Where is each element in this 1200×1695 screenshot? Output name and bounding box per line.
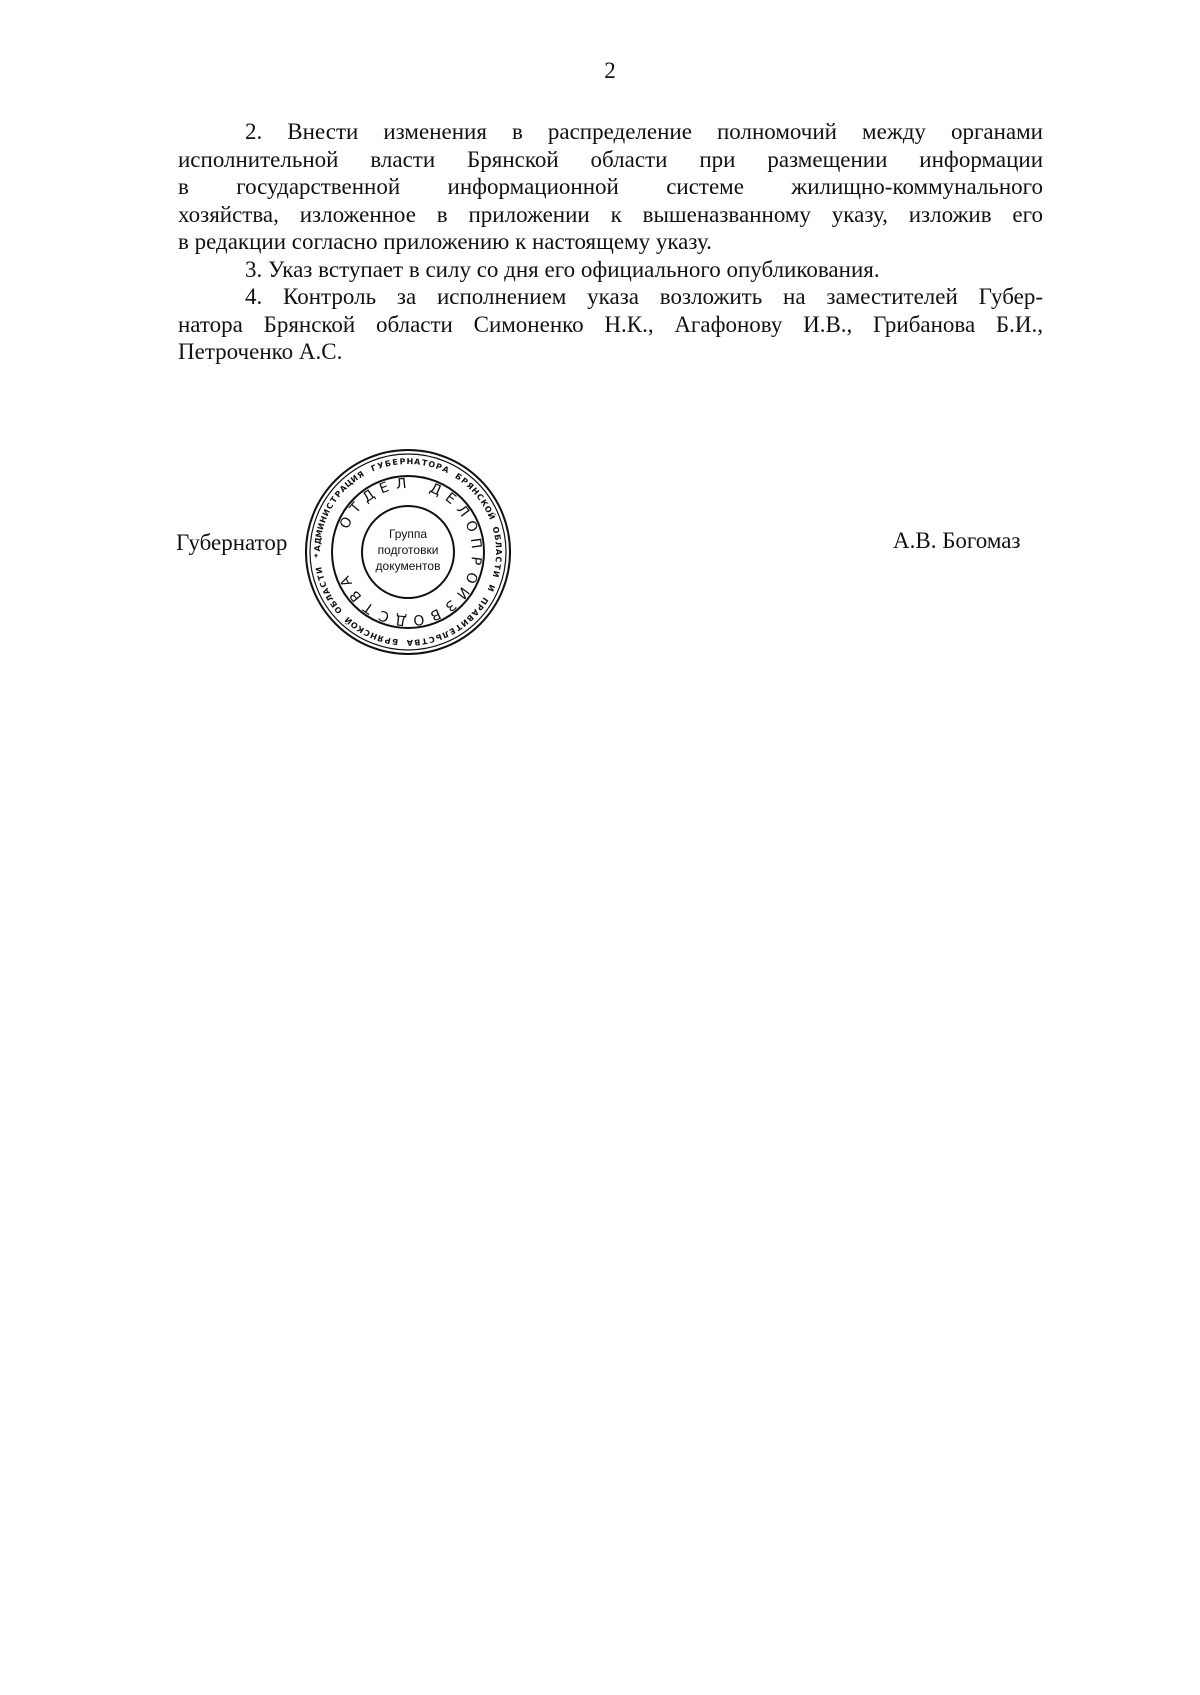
text-line: в государственной информационной системе жилищно-коммунального — [178, 174, 1043, 199]
text-line: в редакции согласно приложению к настоящему указу. — [178, 229, 712, 254]
signatory-name: А.В. Богомаз — [893, 528, 1021, 553]
text-line: натора Брянской области Симоненко Н.К., Агафонову И.В., Грибанова Б.И., — [178, 311, 1043, 337]
text-line: 2. Внести изменения в распределение полномочий между органами — [245, 119, 1043, 144]
text-line: хозяйства, изложенное в приложении к вышеназванному указу, изложив его — [178, 201, 1043, 227]
signatory-title: Губернатор — [176, 530, 288, 555]
document-body — [178, 118, 1043, 366]
text-line: 4. Контроль за исполнением указа возложить на заместителей Губер- — [245, 284, 1043, 309]
text-line: 3. Указ вступает в силу со дня его официального опубликования. — [245, 256, 880, 282]
paragraph-4 — [178, 283, 1043, 366]
text-line: исполнительной власти Брянской области при размещении информации — [178, 146, 1043, 172]
paragraph-2 — [178, 118, 1043, 256]
paragraph-3 — [178, 256, 1043, 284]
page-number: 2 — [604, 58, 616, 83]
official-stamp — [304, 448, 512, 656]
text-line: Петроченко А.С. — [178, 339, 343, 364]
